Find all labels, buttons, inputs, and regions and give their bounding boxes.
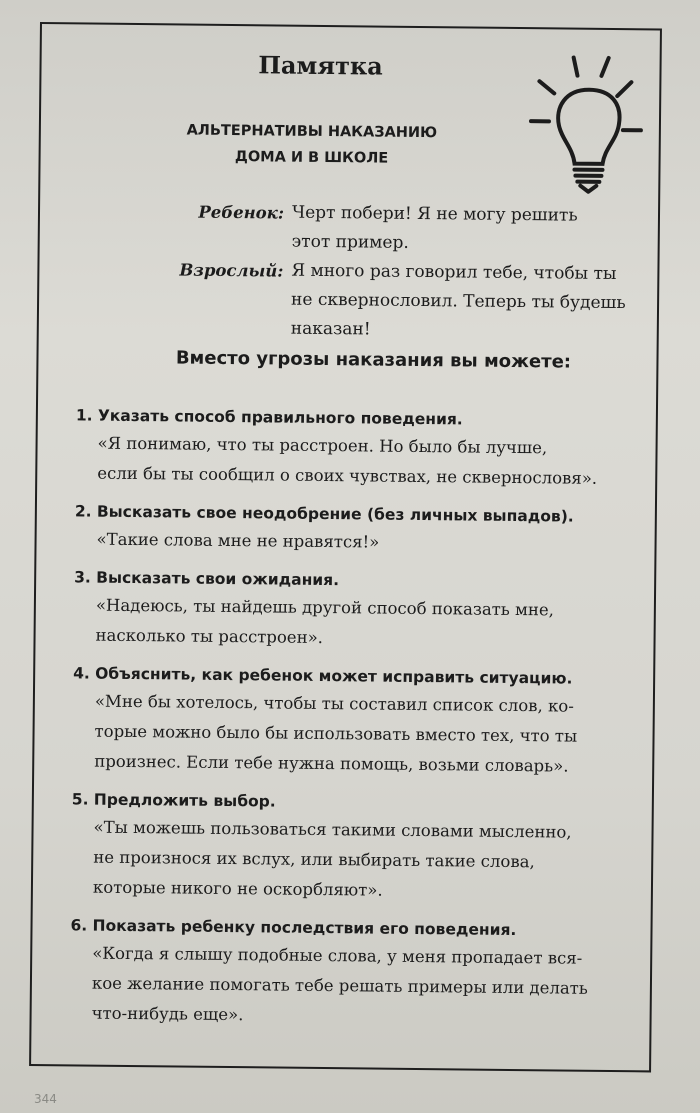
dialogue: [179, 197, 650, 347]
item-quote: [71, 812, 642, 908]
quote-line: что-нибудь еще».: [91, 1003, 244, 1025]
quote-line: кое желание помогать тебе решать примеры или делать: [91, 973, 588, 998]
list-item: [74, 498, 645, 560]
dialogue-line-adult: [179, 255, 650, 347]
speech-text: наказан!: [290, 318, 371, 340]
speaker-adult: Взрослый:: [179, 260, 284, 281]
quote-line: «Я понимаю, что ты расстроен. Но было бы лучше,: [97, 433, 548, 458]
speech-text: Черт побери! Я не могу решить: [291, 202, 578, 226]
list-item: [73, 564, 644, 656]
lightbulb-icon: [524, 43, 646, 194]
quote-line: не произнося их вслух, или выбирать такие слова,: [93, 847, 535, 872]
alternatives-list: [69, 402, 646, 1044]
item-number: 1.: [75, 406, 93, 425]
quote-line: «Такие слова мне не нравятся!»: [96, 529, 380, 552]
quote-line: насколько ты расстроен».: [95, 625, 324, 647]
subtitle-line-1: АЛЬТЕРНАТИВЫ НАКАЗАНИЮ: [186, 122, 438, 142]
memo-frame: [29, 22, 662, 1072]
item-number: 4.: [73, 664, 90, 683]
item-number: 3.: [74, 568, 91, 587]
item-title-text: Указать способ правильного поведения.: [97, 406, 463, 429]
speaker-child: Ребенок:: [198, 202, 285, 223]
item-title-text: Предложить выбор.: [93, 790, 276, 811]
quote-line: произнес. Если тебе нужна помощь, возьми словарь».: [94, 751, 569, 776]
list-item: [69, 912, 640, 1034]
speech-text: Я много раз говорил тебе, чтобы ты: [291, 260, 617, 285]
section-heading: Вместо угрозы наказания вы можете:: [175, 347, 572, 373]
item-quote: [73, 590, 644, 656]
page-number: 344: [34, 1092, 57, 1106]
item-number: 2.: [74, 502, 92, 521]
quote-line: «Ты можешь пользоваться такими словами мысленно,: [93, 817, 572, 842]
item-title-text: Показать ребенку последствия его поведения.: [92, 916, 517, 940]
item-title-text: Объяснить, как ребенок может исправить ситуацию.: [95, 664, 573, 688]
list-item: [72, 660, 643, 782]
item-title-text: Высказать свои ожидания.: [96, 568, 340, 590]
speech-text: этот пример.: [291, 231, 409, 253]
item-quote: [75, 428, 646, 494]
dialogue-line-child: [180, 197, 651, 260]
quote-line: которые никого не оскорбляют».: [92, 877, 383, 900]
item-number: 5.: [71, 790, 89, 809]
speech-child: [292, 199, 651, 261]
quote-line: «Мне бы хотелось, чтобы ты составил список слов, ко-: [94, 691, 574, 716]
memo-title: Памятка: [258, 50, 383, 81]
item-quote: [74, 524, 644, 560]
speech-adult: [291, 257, 650, 348]
list-item: [75, 402, 646, 494]
item-quote: [69, 938, 640, 1034]
quote-line: торые можно было бы использовать вместо тех, что ты: [94, 721, 578, 746]
item-title-text: Высказать свое неодобрение (без личных выпадов).: [96, 502, 574, 526]
quote-line: «Когда я слышу подобные слова, у меня пропадает вся-: [92, 943, 583, 968]
item-number: 6.: [70, 916, 88, 935]
list-item: [71, 786, 642, 908]
quote-line: «Надеюсь, ты найдешь другой способ показать мне,: [95, 595, 555, 620]
subtitle-line-2: ДОМА И В ШКОЛЕ: [234, 149, 389, 167]
item-quote: [72, 686, 643, 782]
quote-line: если бы ты сообщил о своих чувствах, не сквернословя».: [97, 463, 598, 488]
speech-text: не сквернословил. Теперь ты будешь: [291, 289, 626, 314]
